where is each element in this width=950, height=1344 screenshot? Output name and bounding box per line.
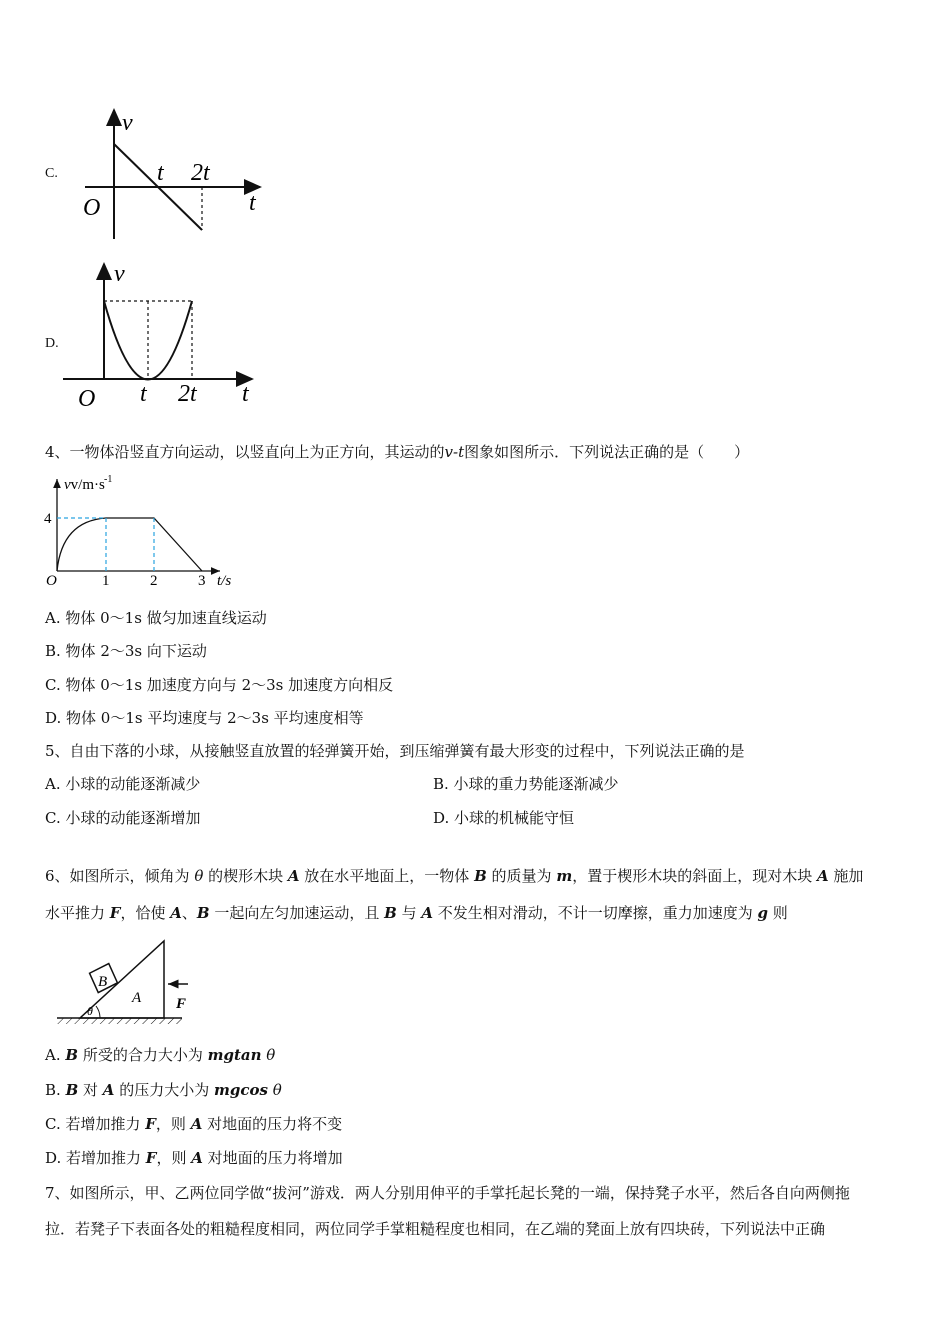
option-d-label: D. bbox=[45, 336, 59, 351]
x-tick-2: 2 bbox=[150, 573, 158, 589]
q4-option-a[interactable]: A. 物体 0～1s 做匀加速直线运动 bbox=[45, 609, 267, 627]
t-axis-label: t bbox=[242, 381, 249, 407]
label-theta: θ bbox=[87, 1004, 93, 1018]
origin-label: O bbox=[83, 195, 101, 221]
q4-stem: 4、一物体沿竖直方向运动，以竖直向上为正方向，其运动的v-t图象如图所示．下列说法正确的是（ ） bbox=[45, 443, 750, 461]
origin-label: O bbox=[78, 386, 96, 412]
q6-stem-line2: 水平推力 F，恰使 A、B 一起向左匀加速运动，且 B 与 A 不发生相对滑动，不计一切摩擦，重力加速度为 g 则 bbox=[45, 904, 788, 922]
label-f: F bbox=[176, 996, 187, 1012]
q6-option-d[interactable]: D. 若增加推力 F，则 A 对地面的压力将增加 bbox=[45, 1149, 343, 1167]
ground-hatching bbox=[57, 1018, 182, 1024]
q7-stem-line1: 7、如图所示，甲、乙两位同学做“拔河”游戏．两人分别用伸平的手掌托起长凳的一端，保持凳子水平，然后各自向两侧拖 bbox=[45, 1184, 850, 1202]
q4-option-d[interactable]: D. 物体 0～1s 平均速度与 2～3s 平均速度相等 bbox=[45, 709, 364, 727]
q4-option-c[interactable]: C. 物体 0～1s 加速度方向与 2～3s 加速度方向相反 bbox=[45, 676, 394, 694]
label-b: B bbox=[98, 974, 108, 990]
q5-stem: 5、自由下落的小球，从接触竖直放置的轻弹簧开始，到压缩弹簧有最大形变的过程中，下列说法正确的是 bbox=[45, 742, 745, 760]
q6-option-c[interactable]: C. 若增加推力 F，则 A 对地面的压力将不变 bbox=[45, 1115, 343, 1133]
t-axis-label: t bbox=[249, 190, 256, 216]
q4-vt-graph bbox=[40, 473, 245, 591]
t-mark-label: t bbox=[157, 160, 164, 186]
label-a: A bbox=[132, 990, 142, 1006]
vt-graph-d bbox=[60, 258, 260, 413]
x-tick-3: 3 bbox=[198, 573, 206, 589]
2t-mark-label: 2t bbox=[191, 160, 210, 186]
y-axis-label: vv/m·s bbox=[64, 477, 105, 493]
velocity-curve bbox=[57, 518, 202, 571]
vt-graph-c bbox=[75, 100, 275, 245]
q7-stem-line2: 拉．若凳子下表面各处的粗糙程度相同，两位同学手掌粗糙程度也相同，在乙端的凳面上放有四块砖，下列说法中正确 bbox=[45, 1220, 826, 1238]
v-label: v bbox=[122, 110, 133, 136]
option-c-label: C. bbox=[45, 166, 58, 181]
origin-label: O bbox=[46, 573, 57, 589]
x-axis-label: t/s bbox=[217, 573, 232, 589]
q5-option-b[interactable]: B. 小球的重力势能逐渐减少 bbox=[433, 775, 619, 793]
y-tick-4: 4 bbox=[44, 511, 52, 527]
q6-option-b[interactable]: B. B 对 A 的压力大小为 mgcos θ bbox=[45, 1081, 282, 1099]
t-mark-label: t bbox=[140, 381, 147, 407]
v-label: v bbox=[114, 261, 125, 287]
q6-option-a[interactable]: A. B 所受的合力大小为 mgtan θ bbox=[45, 1046, 276, 1064]
q5-option-a[interactable]: A. 小球的动能逐渐减少 bbox=[45, 775, 201, 793]
2t-mark-label: 2t bbox=[178, 381, 197, 407]
q6-wedge-figure bbox=[52, 936, 192, 1031]
angle-arc bbox=[96, 1006, 100, 1018]
y-axis-label-exponent: -1 bbox=[104, 474, 113, 485]
x-tick-1: 1 bbox=[102, 573, 110, 589]
q5-option-d[interactable]: D. 小球的机械能守恒 bbox=[433, 809, 575, 827]
q5-option-c[interactable]: C. 小球的动能逐渐增加 bbox=[45, 809, 201, 827]
q4-option-b[interactable]: B. 物体 2～3s 向下运动 bbox=[45, 642, 207, 660]
q6-stem-line1: 6、如图所示，倾角为 θ 的楔形木块 A 放在水平地面上，一物体 B 的质量为 m，置于楔形木块的斜面上，现对木块 A 施加 bbox=[45, 867, 864, 885]
